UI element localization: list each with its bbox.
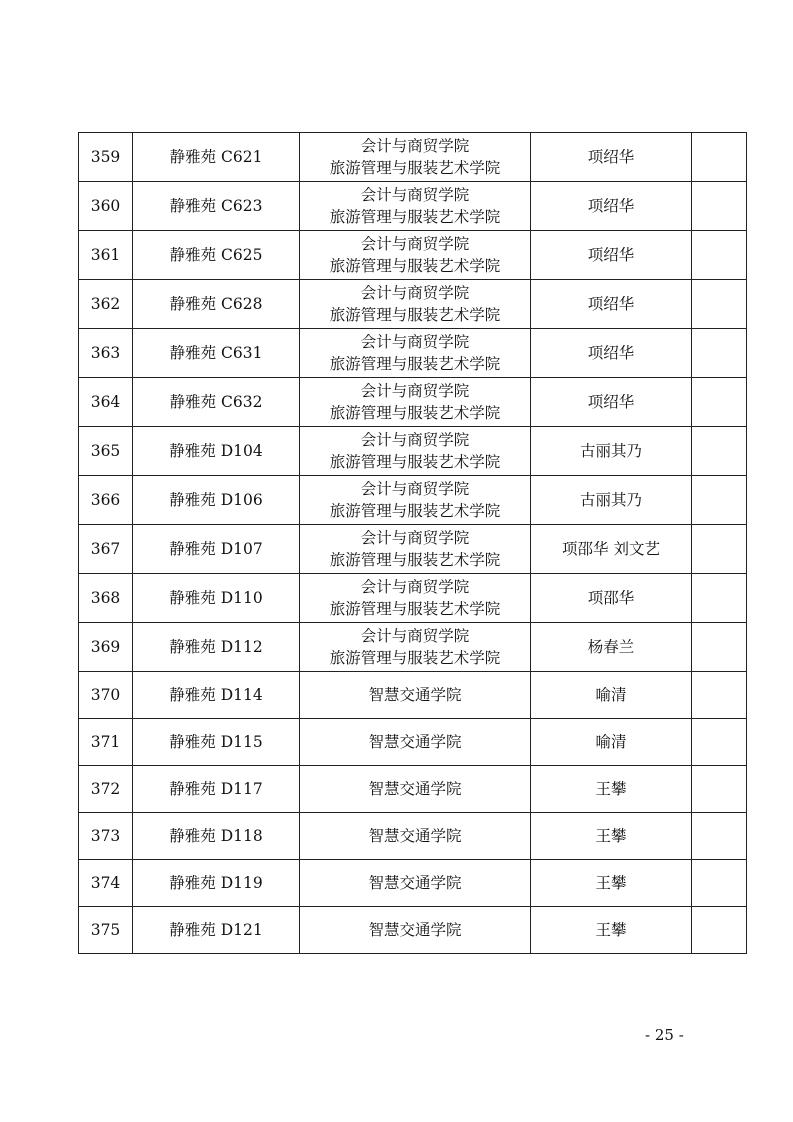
row-number-cell: 373 <box>79 813 133 860</box>
note-cell <box>692 280 747 329</box>
teacher-cell: 喻清 <box>531 719 692 766</box>
table-body <box>79 133 747 954</box>
table-row <box>79 427 747 476</box>
note-cell <box>692 476 747 525</box>
college-cell <box>300 766 531 813</box>
college-name: 智慧交通学院 <box>368 874 462 892</box>
college-name: 旅游管理与服装艺术学院 <box>329 649 501 667</box>
college-name: 会计与商贸学院 <box>360 284 470 302</box>
note-cell <box>692 623 747 672</box>
college-cell <box>300 133 531 182</box>
note-cell <box>692 907 747 954</box>
college-name: 智慧交通学院 <box>368 686 462 704</box>
row-number-cell: 363 <box>79 329 133 378</box>
note-cell <box>692 182 747 231</box>
college-name: 智慧交通学院 <box>368 733 462 751</box>
teacher-cell: 古丽其乃 <box>531 476 692 525</box>
teacher-cell: 项邵华 刘文艺 <box>531 525 692 574</box>
college-cell <box>300 280 531 329</box>
dormitory-table <box>78 132 747 954</box>
room-cell: 静雅苑 D119 <box>133 860 300 907</box>
row-number-cell: 366 <box>79 476 133 525</box>
note-cell <box>692 427 747 476</box>
college-cell <box>300 182 531 231</box>
row-number-cell: 360 <box>79 182 133 231</box>
teacher-cell: 古丽其乃 <box>531 427 692 476</box>
table-row <box>79 623 747 672</box>
row-number-cell: 374 <box>79 860 133 907</box>
college-cell <box>300 813 531 860</box>
table-row <box>79 476 747 525</box>
college-cell <box>300 427 531 476</box>
college-name: 会计与商贸学院 <box>360 480 470 498</box>
college-cell <box>300 378 531 427</box>
college-cell <box>300 860 531 907</box>
table-row <box>79 860 747 907</box>
table-row <box>79 813 747 860</box>
college-name: 旅游管理与服装艺术学院 <box>329 355 501 373</box>
teacher-cell: 喻清 <box>531 672 692 719</box>
table-row <box>79 133 747 182</box>
teacher-cell: 王攀 <box>531 860 692 907</box>
table-row <box>79 231 747 280</box>
row-number-cell: 364 <box>79 378 133 427</box>
teacher-cell: 王攀 <box>531 813 692 860</box>
college-name: 会计与商贸学院 <box>360 627 470 645</box>
row-number-cell: 361 <box>79 231 133 280</box>
college-name: 会计与商贸学院 <box>360 578 470 596</box>
page-number: - 25 - <box>645 1026 684 1044</box>
row-number-cell: 362 <box>79 280 133 329</box>
college-name: 旅游管理与服装艺术学院 <box>329 208 501 226</box>
college-name: 会计与商贸学院 <box>360 529 470 547</box>
room-cell: 静雅苑 D121 <box>133 907 300 954</box>
note-cell <box>692 813 747 860</box>
note-cell <box>692 378 747 427</box>
teacher-cell: 项绍华 <box>531 378 692 427</box>
row-number-cell: 367 <box>79 525 133 574</box>
room-cell: 静雅苑 D118 <box>133 813 300 860</box>
note-cell <box>692 719 747 766</box>
teacher-cell: 项绍华 <box>531 329 692 378</box>
college-name: 旅游管理与服装艺术学院 <box>329 257 501 275</box>
teacher-cell: 项绍华 <box>531 231 692 280</box>
table-row <box>79 574 747 623</box>
row-number-cell: 369 <box>79 623 133 672</box>
room-cell: 静雅苑 D114 <box>133 672 300 719</box>
college-cell <box>300 329 531 378</box>
room-cell: 静雅苑 D110 <box>133 574 300 623</box>
room-cell: 静雅苑 D115 <box>133 719 300 766</box>
table-row <box>79 280 747 329</box>
table-row <box>79 182 747 231</box>
college-cell <box>300 623 531 672</box>
teacher-cell: 项绍华 <box>531 182 692 231</box>
room-cell: 静雅苑 C621 <box>133 133 300 182</box>
teacher-cell: 项邵华 <box>531 574 692 623</box>
teacher-cell: 王攀 <box>531 766 692 813</box>
note-cell <box>692 133 747 182</box>
row-number-cell: 370 <box>79 672 133 719</box>
table-row <box>79 378 747 427</box>
row-number-cell: 359 <box>79 133 133 182</box>
room-cell: 静雅苑 C625 <box>133 231 300 280</box>
note-cell <box>692 231 747 280</box>
college-name: 智慧交通学院 <box>368 921 462 939</box>
table-row <box>79 525 747 574</box>
college-cell <box>300 719 531 766</box>
college-name: 智慧交通学院 <box>368 780 462 798</box>
teacher-cell: 项绍华 <box>531 280 692 329</box>
room-cell: 静雅苑 D117 <box>133 766 300 813</box>
college-name: 会计与商贸学院 <box>360 235 470 253</box>
room-cell: 静雅苑 C631 <box>133 329 300 378</box>
note-cell <box>692 860 747 907</box>
room-cell: 静雅苑 C628 <box>133 280 300 329</box>
college-name: 会计与商贸学院 <box>360 382 470 400</box>
room-cell: 静雅苑 D112 <box>133 623 300 672</box>
table-row <box>79 719 747 766</box>
table-row <box>79 766 747 813</box>
college-name: 旅游管理与服装艺术学院 <box>329 551 501 569</box>
teacher-cell: 项绍华 <box>531 133 692 182</box>
college-name: 智慧交通学院 <box>368 827 462 845</box>
teacher-cell: 杨春兰 <box>531 623 692 672</box>
college-name: 会计与商贸学院 <box>360 431 470 449</box>
row-number-cell: 372 <box>79 766 133 813</box>
teacher-cell: 王攀 <box>531 907 692 954</box>
college-cell <box>300 574 531 623</box>
college-cell <box>300 476 531 525</box>
row-number-cell: 365 <box>79 427 133 476</box>
college-name: 旅游管理与服装艺术学院 <box>329 306 501 324</box>
note-cell <box>692 672 747 719</box>
college-name: 会计与商贸学院 <box>360 137 470 155</box>
room-cell: 静雅苑 C632 <box>133 378 300 427</box>
row-number-cell: 375 <box>79 907 133 954</box>
note-cell <box>692 525 747 574</box>
table-row <box>79 329 747 378</box>
room-cell: 静雅苑 D107 <box>133 525 300 574</box>
college-name: 旅游管理与服装艺术学院 <box>329 600 501 618</box>
room-cell: 静雅苑 D104 <box>133 427 300 476</box>
note-cell <box>692 329 747 378</box>
college-name: 旅游管理与服装艺术学院 <box>329 404 501 422</box>
college-name: 旅游管理与服装艺术学院 <box>329 453 501 471</box>
note-cell <box>692 766 747 813</box>
room-cell: 静雅苑 C623 <box>133 182 300 231</box>
college-cell <box>300 672 531 719</box>
college-name: 旅游管理与服装艺术学院 <box>329 159 501 177</box>
college-cell <box>300 231 531 280</box>
row-number-cell: 368 <box>79 574 133 623</box>
college-name: 会计与商贸学院 <box>360 333 470 351</box>
college-name: 会计与商贸学院 <box>360 186 470 204</box>
college-name: 旅游管理与服装艺术学院 <box>329 502 501 520</box>
table-row <box>79 672 747 719</box>
room-cell: 静雅苑 D106 <box>133 476 300 525</box>
table-row <box>79 907 747 954</box>
college-cell <box>300 525 531 574</box>
row-number-cell: 371 <box>79 719 133 766</box>
college-cell <box>300 907 531 954</box>
note-cell <box>692 574 747 623</box>
